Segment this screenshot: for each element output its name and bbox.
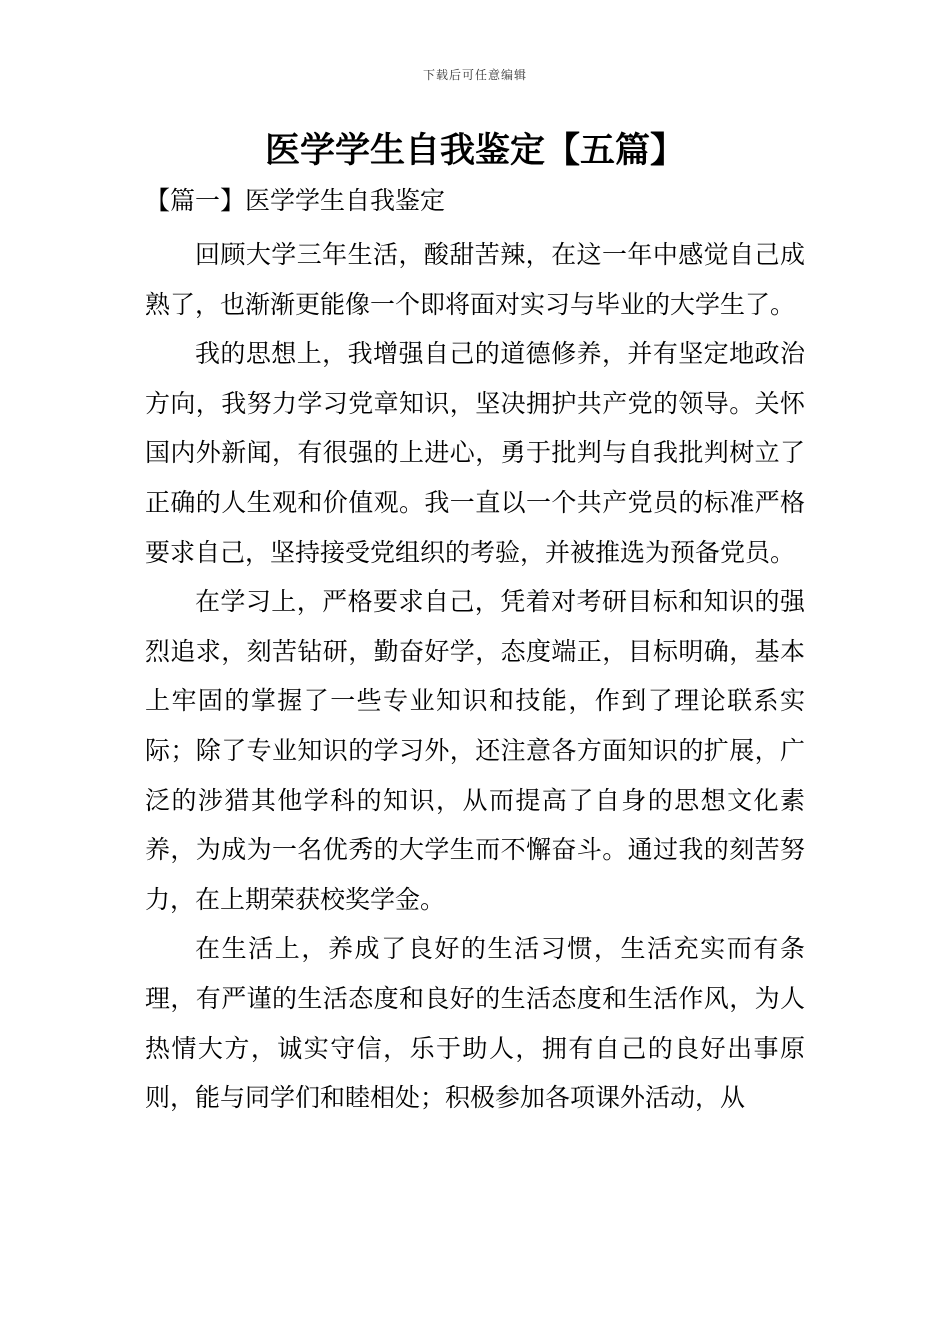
paragraph-thought: 我的思想上，我增强自己的道德修养，并有坚定地政治方向，我努力学习党章知识，坚决拥护共产党的领导。关怀国内外新闻，有很强的上进心，勇于批判与自我批判树立了正确的人生观和价值观。我一直以一个共产党员的标准严格要求自己，坚持接受党组织的考验，并被推选为预备党员。 xyxy=(145,339,805,567)
paragraph-life: 在生活上，养成了良好的生活习惯，生活充实而有条理，有严谨的生活态度和良好的生活态度和生活作风，为人热情大方，诚实守信，乐于助人，拥有自己的良好出事原则，能与同学们和睦相处；积极参加各项课外活动，从 xyxy=(145,934,805,1113)
paragraph-study: 在学习上，严格要求自己，凭着对考研目标和知识的强烈追求，刻苦钻研，勤奋好学，态度端正，目标明确，基本上牢固的掌握了一些专业知识和技能，作到了理论联系实际；除了专业知识的学习外，还注意各方面知识的扩展，广泛的涉猎其他学科的知识，从而提高了自身的思想文化素养，为成为一名优秀的大学生而不懈奋斗。通过我的刻苦努力，在上期荣获校奖学金。 xyxy=(145,587,805,914)
document-title: 医学学生自我鉴定【五篇】 xyxy=(264,130,685,171)
document-body xyxy=(145,178,805,1123)
section-heading: 【篇一】医学学生自我鉴定 xyxy=(145,186,446,215)
paragraph-review: 回顾大学三年生活，酸甜苦辣，在这一年中感觉自己成熟了，也渐渐更能像一个即将面对实习与毕业的大学生了。 xyxy=(145,240,805,319)
page-header-note: 下载后可任意编辑 xyxy=(422,68,527,82)
